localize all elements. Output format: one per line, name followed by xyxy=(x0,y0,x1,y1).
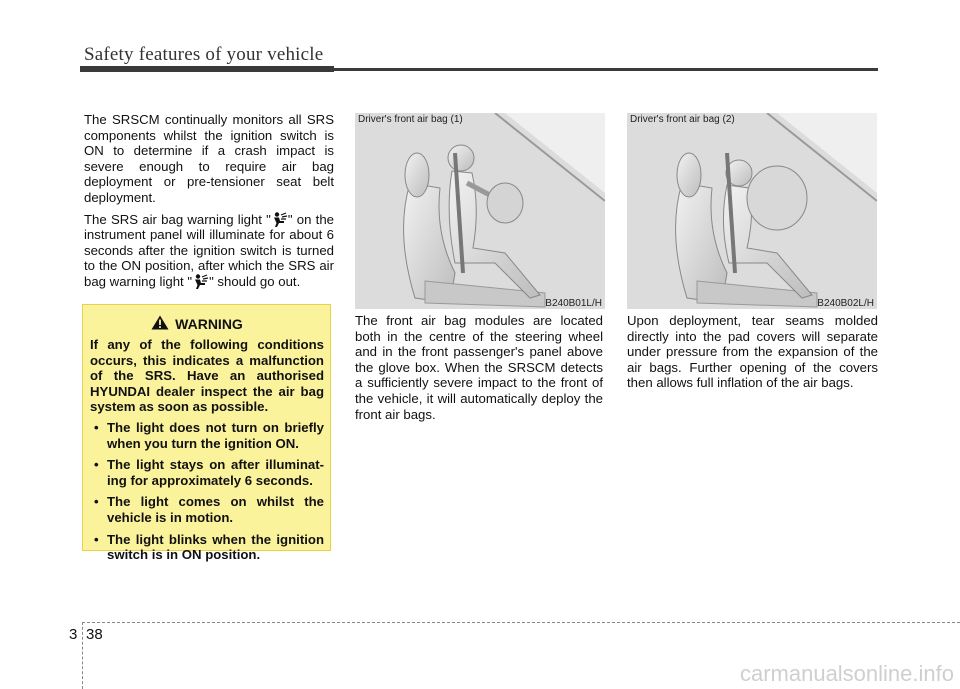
page-section-number: 3 xyxy=(69,626,78,643)
airbag-deployment-paragraph: Upon deployment, tear seams molded directly into the pad covers will separate under pressure from the expansion of the air bags. Further opening of the covers then allows full inflation of the air bags. xyxy=(627,313,878,391)
driver-airbag-illustration-2 xyxy=(627,113,877,309)
column-1 xyxy=(84,112,334,296)
warning-list-item: • The light does not turn on briefly when you turn the ignition ON. xyxy=(90,420,324,451)
column-3 xyxy=(627,313,878,397)
figure-driver-airbag-2 xyxy=(627,113,877,309)
warning-triangle-icon xyxy=(151,315,169,333)
driver-airbag-illustration-1 xyxy=(355,113,605,309)
warning-list-item: • The light blinks when the ignition switch is in ON position. xyxy=(90,532,324,563)
warning-list-item: • The light comes on whilst the vehicle is in motion. xyxy=(90,494,324,525)
footer-vertical-rule xyxy=(82,622,83,689)
figure-caption: Driver's front air bag (1) xyxy=(358,114,463,125)
figure-driver-airbag-1 xyxy=(355,113,605,309)
figure-code: B240B01L/H xyxy=(545,298,602,309)
footer-rule xyxy=(82,622,960,623)
airbag-location-paragraph: The front air bag modules are located both in the centre of the steering wheel and in the front passenger's panel above the glove box. When the SRSCM detects a sufficiently severe impact to the front of the vehicle, it will automatically deploy the front air bags. xyxy=(355,313,603,422)
warning-light-text-2: " on the instrument panel will illuminate for about 6 seconds after the ignition switch is turned to the ON position, after which the SRS air bag warning light " xyxy=(84,211,334,289)
page-number: 38 xyxy=(86,626,103,643)
watermark: carmanualsonline.info xyxy=(739,661,954,686)
header-rule xyxy=(80,68,878,71)
warning-box xyxy=(82,304,331,563)
warning-heading xyxy=(70,315,324,333)
figure-code: B240B02L/H xyxy=(817,298,874,309)
warning-list xyxy=(90,420,324,563)
warning-light-paragraph xyxy=(84,212,334,290)
srscm-paragraph: The SRSCM continually monitors all SRS components whilst the ignition switch is ON to determine if a crash impact is severe enough to require air bag deployment or pre-tensioner seat belt deployment. xyxy=(84,112,334,205)
srs-airbag-warning-icon xyxy=(271,212,288,227)
figure-caption: Driver's front air bag (2) xyxy=(630,114,735,125)
column-2 xyxy=(355,313,603,428)
warning-light-text-3: " should go out. xyxy=(209,273,301,289)
srs-airbag-warning-icon xyxy=(192,274,209,289)
warning-title: WARNING xyxy=(175,316,243,332)
warning-intro: If any of the following conditions occurs, this indicates a malfunction of the SRS. Have an authorised HYUNDAI dealer inspect the air bag system as soon as possible. xyxy=(90,337,324,415)
page-header-title: Safety features of your vehicle xyxy=(84,44,324,65)
warning-light-text-1: The SRS air bag warning light " xyxy=(84,211,271,227)
warning-list-item: • The light stays on after illuminat-ing for approximately 6 seconds. xyxy=(90,457,324,488)
